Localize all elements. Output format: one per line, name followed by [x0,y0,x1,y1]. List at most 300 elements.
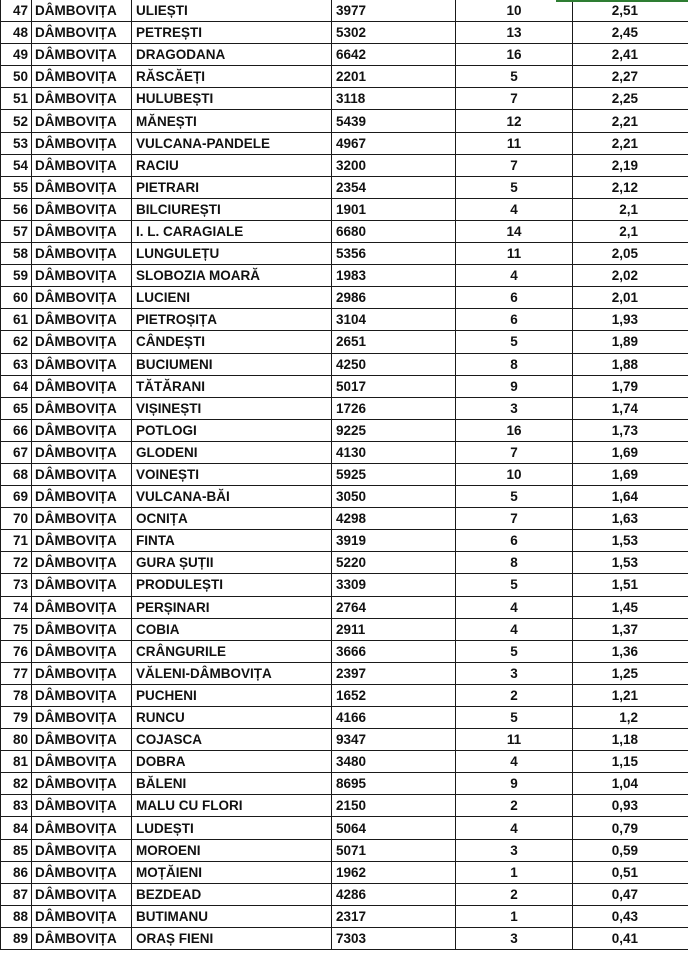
table-row [1,198,688,220]
rate-cell[interactable]: 2,51 [573,0,688,22]
locality-cell[interactable]: VĂLENI-DÂMBOVIȚA [132,662,332,684]
table-row [1,839,688,861]
population-cell[interactable]: 3919 [332,530,456,552]
row-number-cell[interactable]: 71 [1,530,32,552]
row-number-cell[interactable]: 78 [1,684,32,706]
row-number-cell[interactable]: 67 [1,441,32,463]
row-number-cell[interactable]: 57 [1,220,32,242]
cases-cell[interactable]: 13 [456,22,573,44]
table-row [1,530,688,552]
rate-cell[interactable]: 1,69 [573,463,688,485]
locality-cell[interactable]: POTLOGI [132,419,332,441]
table-row [1,419,688,441]
row-number-cell[interactable]: 87 [1,883,32,905]
rate-cell[interactable]: 1,69 [573,441,688,463]
population-cell[interactable]: 6642 [332,44,456,66]
county-cell[interactable]: DÂMBOVIȚA [32,574,132,596]
cases-cell[interactable]: 4 [456,618,573,640]
rate-cell[interactable]: 2,21 [573,132,688,154]
rate-cell[interactable]: 1,51 [573,574,688,596]
table-row [1,552,688,574]
cases-cell[interactable]: 12 [456,110,573,132]
locality-cell[interactable]: I. L. CARAGIALE [132,220,332,242]
row-number-cell[interactable]: 81 [1,751,32,773]
table-row [1,684,688,706]
locality-cell[interactable]: BUTIMANU [132,905,332,927]
county-cell[interactable]: DÂMBOVIȚA [32,640,132,662]
population-cell[interactable]: 4298 [332,508,456,530]
rate-cell[interactable]: 1,15 [573,751,688,773]
locality-cell[interactable]: COJASCA [132,729,332,751]
row-number-cell[interactable]: 69 [1,486,32,508]
row-number-cell[interactable]: 50 [1,66,32,88]
locality-cell[interactable]: TĂTĂRANI [132,375,332,397]
row-number-cell[interactable]: 58 [1,243,32,265]
table-row [1,773,688,795]
population-cell[interactable]: 2911 [332,618,456,640]
table-body [1,0,688,950]
table-row [1,110,688,132]
county-cell[interactable]: DÂMBOVIȚA [32,839,132,861]
locality-cell[interactable]: SLOBOZIA MOARĂ [132,265,332,287]
population-cell[interactable]: 7303 [332,927,456,949]
rate-cell[interactable]: 0,51 [573,861,688,883]
row-number-cell[interactable]: 52 [1,110,32,132]
locality-cell[interactable]: PIETRARI [132,176,332,198]
county-cell[interactable]: DÂMBOVIȚA [32,309,132,331]
rate-cell[interactable]: 1,64 [573,486,688,508]
county-cell[interactable]: DÂMBOVIȚA [32,397,132,419]
table-row [1,883,688,905]
county-cell[interactable]: DÂMBOVIȚA [32,861,132,883]
rate-cell[interactable]: 1,74 [573,397,688,419]
locality-cell[interactable]: CRÂNGURILE [132,640,332,662]
table-row [1,22,688,44]
table-row [1,66,688,88]
population-cell[interactable]: 3480 [332,751,456,773]
population-cell[interactable]: 5925 [332,463,456,485]
cases-cell[interactable]: 10 [456,463,573,485]
locality-cell[interactable]: LUDEȘTI [132,817,332,839]
table-row [1,662,688,684]
rate-cell[interactable]: 1,37 [573,618,688,640]
population-cell[interactable]: 4967 [332,132,456,154]
table-row [1,331,688,353]
table-row [1,243,688,265]
county-cell[interactable]: DÂMBOVIȚA [32,795,132,817]
row-number-cell[interactable]: 68 [1,463,32,485]
table-row [1,927,688,949]
cases-cell[interactable]: 11 [456,243,573,265]
table-row [1,463,688,485]
row-number-cell[interactable]: 47 [1,0,32,22]
cases-cell[interactable]: 3 [456,397,573,419]
rate-cell[interactable]: 0,59 [573,839,688,861]
rate-cell[interactable]: 1,2 [573,707,688,729]
row-number-cell[interactable]: 82 [1,773,32,795]
rate-cell[interactable]: 1,36 [573,640,688,662]
cases-cell[interactable]: 2 [456,795,573,817]
cases-cell[interactable]: 2 [456,684,573,706]
population-cell[interactable]: 2397 [332,662,456,684]
cases-cell[interactable]: 16 [456,419,573,441]
table-row [1,0,688,22]
rate-cell[interactable]: 1,93 [573,309,688,331]
county-cell[interactable]: DÂMBOVIȚA [32,243,132,265]
population-cell[interactable]: 3050 [332,486,456,508]
cases-cell[interactable]: 7 [456,154,573,176]
table-row [1,88,688,110]
county-cell[interactable]: DÂMBOVIȚA [32,441,132,463]
rate-cell[interactable]: 1,73 [573,419,688,441]
rate-cell[interactable]: 2,1 [573,220,688,242]
county-cell[interactable]: DÂMBOVIȚA [32,132,132,154]
row-number-cell[interactable]: 75 [1,618,32,640]
locality-cell[interactable]: RACIU [132,154,332,176]
locality-cell[interactable]: CÂNDEȘTI [132,331,332,353]
row-number-cell[interactable]: 80 [1,729,32,751]
locality-cell[interactable]: GLODENI [132,441,332,463]
rate-cell[interactable]: 0,43 [573,905,688,927]
locality-cell[interactable]: MALU CU FLORI [132,795,332,817]
row-number-cell[interactable]: 88 [1,905,32,927]
rate-cell[interactable]: 2,1 [573,198,688,220]
cases-cell[interactable]: 5 [456,486,573,508]
county-cell[interactable]: DÂMBOVIȚA [32,684,132,706]
row-number-cell[interactable]: 64 [1,375,32,397]
population-cell[interactable]: 3309 [332,574,456,596]
population-cell[interactable]: 1652 [332,684,456,706]
cases-cell[interactable]: 9 [456,375,573,397]
rate-cell[interactable]: 2,19 [573,154,688,176]
county-cell[interactable]: DÂMBOVIȚA [32,88,132,110]
table-row [1,729,688,751]
county-cell[interactable]: DÂMBOVIȚA [32,463,132,485]
row-number-cell[interactable]: 49 [1,44,32,66]
county-cell[interactable]: DÂMBOVIȚA [32,154,132,176]
row-number-cell[interactable]: 48 [1,22,32,44]
rate-cell[interactable]: 1,88 [573,353,688,375]
cases-cell[interactable]: 14 [456,220,573,242]
county-cell[interactable]: DÂMBOVIȚA [32,751,132,773]
population-cell[interactable]: 4130 [332,441,456,463]
locality-cell[interactable]: BILCIUREȘTI [132,198,332,220]
cases-cell[interactable]: 2 [456,883,573,905]
row-number-cell[interactable]: 79 [1,707,32,729]
population-cell[interactable]: 2986 [332,287,456,309]
population-cell[interactable]: 1962 [332,861,456,883]
locality-cell[interactable]: BUCIUMENI [132,353,332,375]
rate-cell[interactable]: 1,79 [573,375,688,397]
population-cell[interactable]: 2150 [332,795,456,817]
locality-cell[interactable]: VIȘINEȘTI [132,397,332,419]
row-number-cell[interactable]: 56 [1,198,32,220]
county-cell[interactable]: DÂMBOVIȚA [32,552,132,574]
row-number-cell[interactable]: 76 [1,640,32,662]
row-number-cell[interactable]: 83 [1,795,32,817]
cases-cell[interactable]: 4 [456,751,573,773]
county-cell[interactable]: DÂMBOVIȚA [32,176,132,198]
population-cell[interactable]: 3200 [332,154,456,176]
selection-accent-bar [556,0,688,2]
county-cell[interactable]: DÂMBOVIȚA [32,817,132,839]
rate-cell[interactable]: 2,25 [573,88,688,110]
row-number-cell[interactable]: 55 [1,176,32,198]
table-row [1,441,688,463]
population-cell[interactable]: 2317 [332,905,456,927]
cases-cell[interactable]: 5 [456,176,573,198]
county-cell[interactable]: DÂMBOVIȚA [32,0,132,22]
table-row [1,176,688,198]
rate-cell[interactable]: 1,04 [573,773,688,795]
county-cell[interactable]: DÂMBOVIȚA [32,353,132,375]
cases-cell[interactable]: 7 [456,88,573,110]
locality-cell[interactable]: ORAȘ FIENI [132,927,332,949]
cases-cell[interactable]: 3 [456,839,573,861]
population-cell[interactable]: 5017 [332,375,456,397]
row-number-cell[interactable]: 86 [1,861,32,883]
county-cell[interactable]: DÂMBOVIȚA [32,530,132,552]
locality-cell[interactable]: LUCIENI [132,287,332,309]
population-cell[interactable]: 3118 [332,88,456,110]
rate-cell[interactable]: 1,21 [573,684,688,706]
cases-cell[interactable]: 1 [456,861,573,883]
population-cell[interactable]: 5220 [332,552,456,574]
county-cell[interactable]: DÂMBOVIȚA [32,927,132,949]
cases-cell[interactable]: 5 [456,640,573,662]
locality-cell[interactable]: DRAGODANA [132,44,332,66]
cases-cell[interactable]: 4 [456,817,573,839]
cases-cell[interactable]: 7 [456,508,573,530]
cases-cell[interactable]: 3 [456,927,573,949]
population-cell[interactable]: 4166 [332,707,456,729]
cases-cell[interactable]: 3 [456,662,573,684]
table-row [1,486,688,508]
locality-cell[interactable]: RUNCU [132,707,332,729]
row-number-cell[interactable]: 60 [1,287,32,309]
county-cell[interactable]: DÂMBOVIȚA [32,66,132,88]
row-number-cell[interactable]: 66 [1,419,32,441]
rate-cell[interactable]: 1,53 [573,552,688,574]
cases-cell[interactable]: 6 [456,287,573,309]
row-number-cell[interactable]: 65 [1,397,32,419]
cases-cell[interactable]: 5 [456,66,573,88]
table-row [1,905,688,927]
population-cell[interactable]: 1983 [332,265,456,287]
county-cell[interactable]: DÂMBOVIȚA [32,729,132,751]
cases-cell[interactable]: 4 [456,198,573,220]
population-cell[interactable]: 5356 [332,243,456,265]
table-row [1,309,688,331]
county-cell[interactable]: DÂMBOVIȚA [32,419,132,441]
county-cell[interactable]: DÂMBOVIȚA [32,662,132,684]
cases-cell[interactable]: 4 [456,596,573,618]
row-number-cell[interactable]: 54 [1,154,32,176]
table-row [1,817,688,839]
rate-cell[interactable]: 0,41 [573,927,688,949]
locality-cell[interactable]: BĂLENI [132,773,332,795]
rate-cell[interactable]: 2,01 [573,287,688,309]
population-cell[interactable]: 5071 [332,839,456,861]
locality-cell[interactable]: GURA ȘUȚII [132,552,332,574]
cases-cell[interactable]: 5 [456,331,573,353]
population-cell[interactable]: 2354 [332,176,456,198]
locality-cell[interactable]: BEZDEAD [132,883,332,905]
rate-cell[interactable]: 0,93 [573,795,688,817]
row-number-cell[interactable]: 85 [1,839,32,861]
locality-cell[interactable]: VULCANA-PANDELE [132,132,332,154]
table-row [1,265,688,287]
locality-cell[interactable]: MOROENI [132,839,332,861]
population-cell[interactable]: 2764 [332,596,456,618]
cases-cell[interactable]: 11 [456,729,573,751]
population-cell[interactable]: 2651 [332,331,456,353]
row-number-cell[interactable]: 77 [1,662,32,684]
cases-cell[interactable]: 8 [456,353,573,375]
cases-cell[interactable]: 4 [456,265,573,287]
table-row [1,861,688,883]
row-number-cell[interactable]: 73 [1,574,32,596]
county-cell[interactable]: DÂMBOVIȚA [32,486,132,508]
rate-cell[interactable]: 1,45 [573,596,688,618]
county-cell[interactable]: DÂMBOVIȚA [32,331,132,353]
population-cell[interactable]: 9225 [332,419,456,441]
rate-cell[interactable]: 1,63 [573,508,688,530]
table-row [1,751,688,773]
locality-cell[interactable]: ULIEȘTI [132,0,332,22]
row-number-cell[interactable]: 62 [1,331,32,353]
population-cell[interactable]: 5439 [332,110,456,132]
cases-cell[interactable]: 8 [456,552,573,574]
table-row [1,618,688,640]
population-cell[interactable]: 3104 [332,309,456,331]
row-number-cell[interactable]: 59 [1,265,32,287]
locality-cell[interactable]: VOINEȘTI [132,463,332,485]
rate-cell[interactable]: 0,47 [573,883,688,905]
locality-cell[interactable]: MĂNEȘTI [132,110,332,132]
cases-cell[interactable]: 16 [456,44,573,66]
locality-cell[interactable]: PETREȘTI [132,22,332,44]
table-row [1,353,688,375]
population-cell[interactable]: 4250 [332,353,456,375]
county-cell[interactable]: DÂMBOVIȚA [32,883,132,905]
locality-cell[interactable]: OCNIȚA [132,508,332,530]
table-row [1,397,688,419]
row-number-cell[interactable]: 72 [1,552,32,574]
county-cell[interactable]: DÂMBOVIȚA [32,265,132,287]
row-number-cell[interactable]: 74 [1,596,32,618]
rate-cell[interactable]: 2,45 [573,22,688,44]
rate-cell[interactable]: 0,79 [573,817,688,839]
locality-cell[interactable]: COBIA [132,618,332,640]
population-cell[interactable]: 3666 [332,640,456,662]
locality-cell[interactable]: HULUBEȘTI [132,88,332,110]
county-cell[interactable]: DÂMBOVIȚA [32,596,132,618]
locality-cell[interactable]: PERȘINARI [132,596,332,618]
rate-cell[interactable]: 1,53 [573,530,688,552]
cases-cell[interactable]: 9 [456,773,573,795]
rate-cell[interactable]: 2,27 [573,66,688,88]
table-row [1,375,688,397]
table-row [1,154,688,176]
table-row [1,574,688,596]
rate-cell[interactable]: 2,05 [573,243,688,265]
population-cell[interactable]: 4286 [332,883,456,905]
row-number-cell[interactable]: 89 [1,927,32,949]
table-row [1,596,688,618]
table-row [1,508,688,530]
county-cell[interactable]: DÂMBOVIȚA [32,110,132,132]
population-cell[interactable]: 1901 [332,198,456,220]
rate-cell[interactable]: 2,12 [573,176,688,198]
county-cell[interactable]: DÂMBOVIȚA [32,508,132,530]
cases-cell[interactable]: 5 [456,574,573,596]
row-number-cell[interactable]: 61 [1,309,32,331]
rate-cell[interactable]: 2,02 [573,265,688,287]
locality-cell[interactable]: FINTA [132,530,332,552]
table-row [1,132,688,154]
population-cell[interactable]: 6680 [332,220,456,242]
locality-cell[interactable]: MOȚĂIENI [132,861,332,883]
cases-cell[interactable]: 7 [456,441,573,463]
population-cell[interactable]: 8695 [332,773,456,795]
population-cell[interactable]: 3977 [332,0,456,22]
population-cell[interactable]: 2201 [332,66,456,88]
locality-cell[interactable]: PIETROȘIȚA [132,309,332,331]
table-row [1,220,688,242]
locality-cell[interactable]: PUCHENI [132,684,332,706]
county-cell[interactable]: DÂMBOVIȚA [32,287,132,309]
county-cell[interactable]: DÂMBOVIȚA [32,198,132,220]
rate-cell[interactable]: 1,18 [573,729,688,751]
cases-cell[interactable]: 6 [456,530,573,552]
row-number-cell[interactable]: 70 [1,508,32,530]
row-number-cell[interactable]: 63 [1,353,32,375]
county-cell[interactable]: DÂMBOVIȚA [32,375,132,397]
cases-cell[interactable]: 6 [456,309,573,331]
rate-cell[interactable]: 2,21 [573,110,688,132]
population-cell[interactable]: 1726 [332,397,456,419]
population-cell[interactable]: 5302 [332,22,456,44]
table-row [1,795,688,817]
county-cell[interactable]: DÂMBOVIȚA [32,618,132,640]
locality-cell[interactable]: VULCANA-BĂI [132,486,332,508]
county-cell[interactable]: DÂMBOVIȚA [32,905,132,927]
county-cell[interactable]: DÂMBOVIȚA [32,707,132,729]
population-cell[interactable]: 9347 [332,729,456,751]
county-cell[interactable]: DÂMBOVIȚA [32,44,132,66]
rate-cell[interactable]: 1,89 [573,331,688,353]
county-cell[interactable]: DÂMBOVIȚA [32,22,132,44]
locality-cell[interactable]: LUNGULEȚU [132,243,332,265]
rate-cell[interactable]: 1,25 [573,662,688,684]
cases-cell[interactable]: 10 [456,0,573,22]
rate-cell[interactable]: 2,41 [573,44,688,66]
population-cell[interactable]: 5064 [332,817,456,839]
cases-cell[interactable]: 1 [456,905,573,927]
cases-cell[interactable]: 11 [456,132,573,154]
row-number-cell[interactable]: 53 [1,132,32,154]
table-row [1,287,688,309]
row-number-cell[interactable]: 84 [1,817,32,839]
county-cell[interactable]: DÂMBOVIȚA [32,773,132,795]
locality-cell[interactable]: RĂSCĂEȚI [132,66,332,88]
locality-cell[interactable]: PRODULEȘTI [132,574,332,596]
county-cell[interactable]: DÂMBOVIȚA [32,220,132,242]
locality-cell[interactable]: DOBRA [132,751,332,773]
cases-cell[interactable]: 5 [456,707,573,729]
row-number-cell[interactable]: 51 [1,88,32,110]
